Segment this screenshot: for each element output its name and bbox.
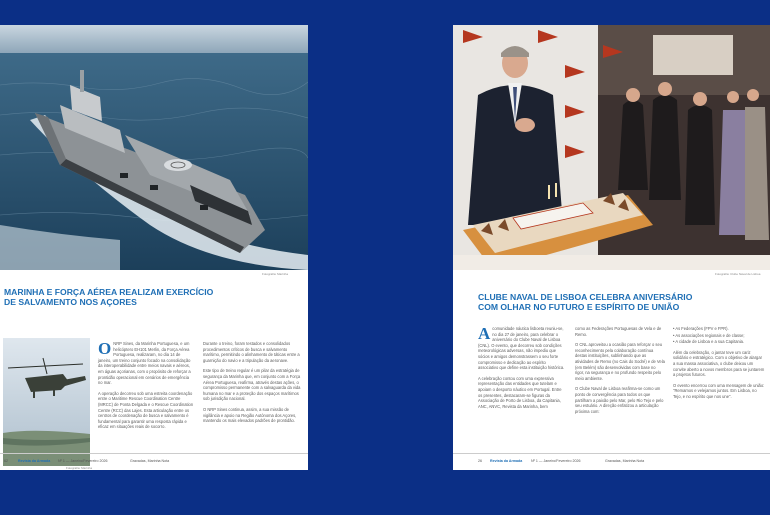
bullet-item: • As Federações (FPV e FPR). xyxy=(673,326,729,331)
paragraph: O NRP Sines continua, assim, a sua missão de vigilância e apoio na Região Autónoma dos Açores, mantendo os mais elevados padrões de prontidão. xyxy=(203,406,297,424)
paragraph: Este tipo de treino regular é um pilar da estratégia de segurança da Marinha que, em conjunto com a Força Aérea Portuguesa, reafirma, através destas ações, o compromisso permanente com a salvaguarda da vida humana no mar e a proteção dos espaços marítimos sob jurisdição nacional. xyxy=(203,368,301,402)
helicopter-illustration xyxy=(3,338,90,466)
paragraph: Durante o treino, foram testados e consolidados procedimentos críticos de busca e salvamento marítimo, permitindo o alinhamento de táticas entre a guarnição do navio e a tripulação da aeronave. xyxy=(203,341,300,363)
celebration-photo xyxy=(453,25,770,270)
page-number: 62 xyxy=(4,459,8,463)
headline-line-2: DE SALVAMENTO NOS AÇORES xyxy=(4,297,137,307)
photo-credit: Fotografia: Marinha xyxy=(262,272,289,276)
paragraph: A operação decorreu sob uma estreita coordenação entre o Maritime Rescue Coordination Centre (MRCC) de Ponta Delgada e o Rescue Coordination Centre (RCC) das Lajes. Esta articulação entre os centros de coordenação de busca e salvamento é fundamental para garantir uma resposta rápida e eficaz em situações reais de socorro. xyxy=(98,390,194,430)
ship-illustration xyxy=(0,25,308,270)
drop-cap: O xyxy=(98,339,112,358)
right-article-column-3 xyxy=(673,326,765,405)
paragraph: comunidade náutica lisboeta reuniu-se, no dia 27 de janeiro, para celebrar o aniversário do Clube Naval de Lisboa (CNL). O evento, que decorreu sob condições meteorológicas adversas, não impediu que sócios e amigos demonstrassem o seu forte compromisso e dedicação ao espírito associativo que define esta instituição histórica. xyxy=(478,326,565,371)
celebration-illustration xyxy=(453,25,770,270)
right-article-column-2 xyxy=(575,326,665,419)
paragraph: A celebração contou com uma expressiva representação das entidades que tutelam e apoiam o desporto náutico em Portugal. Entre os presentes, destacaram-se figuras da Associação de Porto de Lisboa, da Capitania, ANC, ANVC, Revista da Marinha, bem xyxy=(478,375,562,409)
page-footer xyxy=(453,453,770,470)
paragraph: O CNL aproveitou a ocasião para reforçar o seu reconhecimento pela colaboração contínua destas instituições, sublinhando que as atividades de Remo (no Cais do Sodré) e de Vela (em Belém) são desenvolvidas com base no rigor, na segurança e no profundo respeito pelo meio ambiente. xyxy=(575,342,665,381)
photo-credit: Fotografia: Clube Naval de Lisboa xyxy=(715,272,761,276)
section-name: Gravadas, Marinha Nota xyxy=(130,459,170,463)
bullet-item: • As associações regionais e de classe; xyxy=(673,332,745,338)
issue-info: Nº 1 — Janeiro/Fevereiro 2026 xyxy=(58,459,108,463)
page-footer xyxy=(0,453,308,470)
paragraph: como as Federações Portuguesas de Vela e de Remo. xyxy=(575,326,662,337)
article-headline xyxy=(4,287,304,307)
headline-line-1: CLUBE NAVAL DE LISBOA CELEBRA ANIVERSÁRIO xyxy=(478,292,693,302)
section-name: Gravadas, Marinha Nota xyxy=(605,459,645,463)
ship-photo xyxy=(0,25,308,270)
right-page xyxy=(453,25,770,470)
right-article-column-1 xyxy=(478,326,566,414)
magazine-name: Revista da Armada xyxy=(18,459,51,463)
article-headline xyxy=(478,292,768,312)
left-page xyxy=(0,25,308,470)
page-number: 26 xyxy=(478,459,482,463)
issue-info: Nº 1 — Janeiro/Fevereiro 2026 xyxy=(531,459,581,463)
drop-cap: A xyxy=(478,324,491,343)
left-article-column-1 xyxy=(98,341,194,435)
paragraph: NRP Sines, da Marinha Portuguesa, e um helicóptero EH101 Merlin, da Força Aérea Portuguesa, realizaram, no dia 14 de janeiro, um treino conjunto focado na consolidação da interoperabilidade entre meios navais e aéreos, em águas açorianas, com o propósito de reforçar a prontidão operacional em cenários de emergência no mar. xyxy=(98,341,191,386)
headline-line-2: COM OLHAR NO FUTURO E ESPÍRITO DE UNIÃO xyxy=(478,302,680,312)
helicopter-photo xyxy=(3,338,90,466)
inset-photo-credit: Fotografia: Marinha xyxy=(66,466,93,470)
bullet-item: • A cidade de Lisboa e a sua Capitania. xyxy=(673,339,745,345)
paragraph: O Clube Naval de Lisboa reafirma-se como um ponto de convergência para todos os que partilham a paixão pelo Mar, pelo Rio Tejo e pelo seu estuário. A direção enfatizou a articulação próxima com: xyxy=(575,386,664,414)
paragraph: Além da celebração, o jantar teve um cariz solidário e estratégico. Com o objetivo de alargar a sua massa associativa, o clube deixou um convite aberto a novos membros para se juntarem a projetos futuros. xyxy=(673,349,765,378)
left-article-column-2 xyxy=(203,341,303,429)
paragraph: O evento encerrou com uma mensagem de união: "Remamos e velejamos juntos. Em Lisboa, no Tejo, e no espírito que nos une". xyxy=(673,382,765,399)
magazine-name: Revista da Armada xyxy=(490,459,523,463)
headline-line-1: MARINHA E FORÇA AÉREA REALIZAM EXERCÍCIO xyxy=(4,287,214,297)
